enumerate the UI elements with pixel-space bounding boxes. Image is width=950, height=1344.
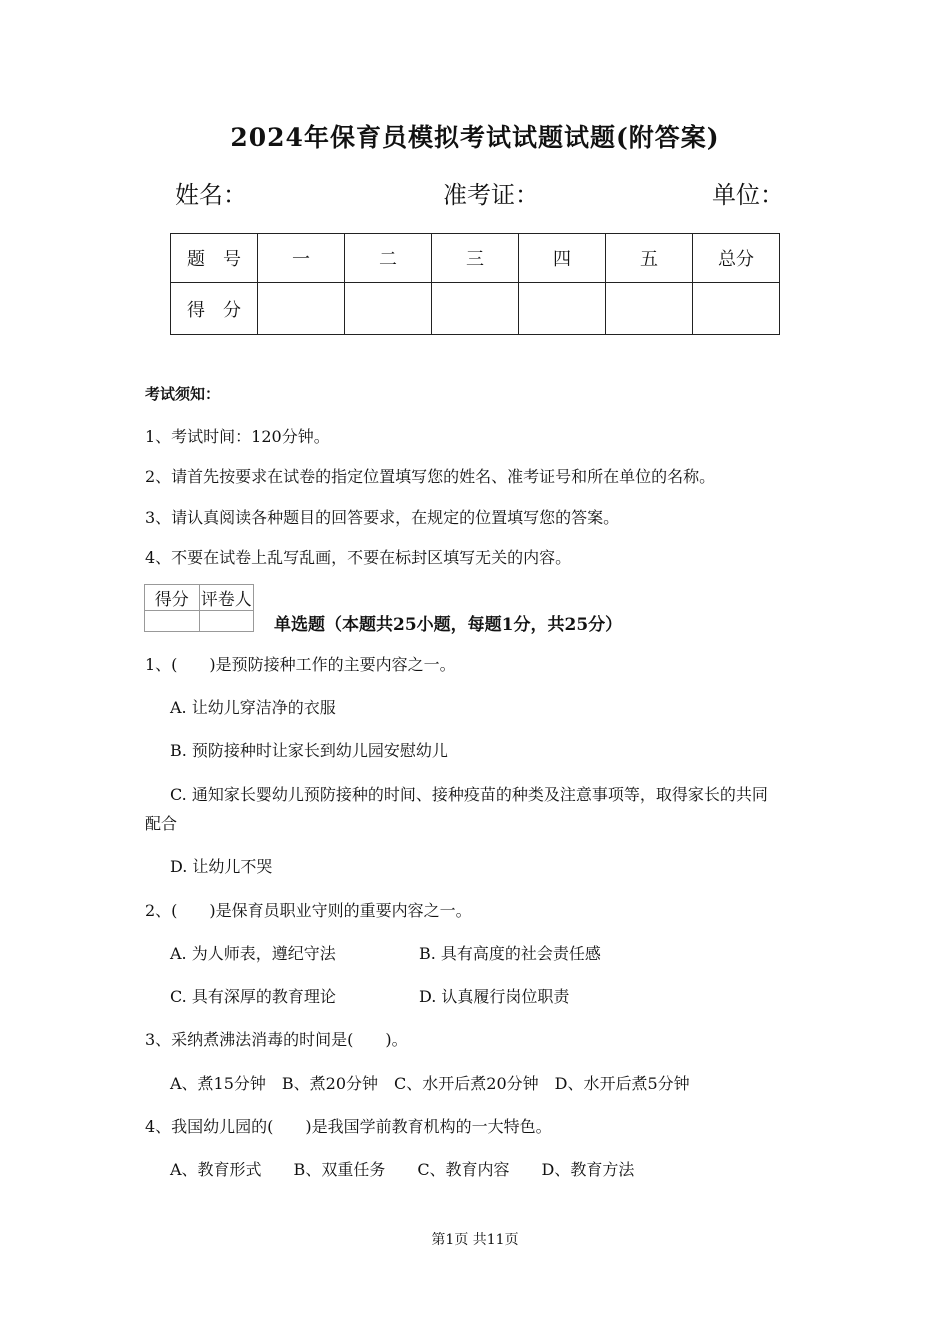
question-2-option-b: B. 具有高度的社会责任感	[419, 944, 601, 963]
score-entry-cell[interactable]	[519, 283, 606, 335]
score-table-score-row	[171, 283, 780, 335]
question-4-options: A、教育形式 B、双重任务 C、教育内容 D、教育方法	[170, 1160, 635, 1179]
score-table	[170, 233, 780, 335]
name-field-label: 姓名：	[175, 181, 247, 209]
score-header-cell: 一	[258, 234, 345, 283]
question-2-option-c: C. 具有深厚的教育理论	[170, 987, 336, 1006]
exam-note-item: 3、请认真阅读各种题目的回答要求，在规定的位置填写您的答案。	[145, 508, 620, 527]
score-header-cell: 五	[606, 234, 693, 283]
question-2-stem: 2、( )是保育员职业守则的重要内容之一。	[145, 901, 472, 920]
exam-note-item: 2、请首先按要求在试卷的指定位置填写您的姓名、准考证号和所在单位的名称。	[145, 467, 716, 486]
grader-name-label: 评卷人	[199, 585, 254, 611]
document-title: 2024年保育员模拟考试试题试题(附答案)	[230, 123, 720, 152]
exam-notes-heading: 考试须知：	[145, 385, 221, 403]
question-1-option-c-continued: 配合	[145, 814, 178, 833]
section-title: 单选题（本题共25小题，每题1分，共25分）	[274, 615, 623, 635]
question-3-options: A、煮15分钟 B、煮20分钟 C、水开后煮20分钟 D、水开后煮5分钟	[170, 1074, 690, 1093]
score-header-cell: 总分	[693, 234, 780, 283]
question-2-option-a: A. 为人师表，遵纪守法	[170, 944, 336, 963]
question-1-option-b: B. 预防接种时让家长到幼儿园安慰幼儿	[170, 741, 448, 760]
grader-score-label: 得分	[145, 585, 200, 611]
question-4-stem: 4、我国幼儿园的( )是我国学前教育机构的一大特色。	[145, 1117, 552, 1136]
question-1-option-c: C. 通知家长婴幼儿预防接种的时间、接种疫苗的种类及注意事项等，取得家长的共同	[170, 785, 768, 804]
page-footer: 第1页 共11页	[431, 1232, 519, 1248]
grader-score-cell[interactable]	[145, 611, 200, 632]
score-row-label: 得 分	[171, 283, 258, 335]
question-1-stem: 1、( )是预防接种工作的主要内容之一。	[145, 655, 456, 674]
grader-box	[144, 584, 254, 632]
question-2-option-d: D. 认真履行岗位职责	[419, 987, 570, 1006]
score-entry-cell[interactable]	[258, 283, 345, 335]
score-header-cell: 四	[519, 234, 606, 283]
score-header-cell: 二	[345, 234, 432, 283]
exam-note-item: 4、不要在试卷上乱写乱画，不要在标封区填写无关的内容。	[145, 548, 572, 567]
score-header-cell: 三	[432, 234, 519, 283]
grader-name-cell[interactable]	[199, 611, 254, 632]
score-entry-cell[interactable]	[432, 283, 519, 335]
score-entry-cell[interactable]	[606, 283, 693, 335]
score-table-header-row	[171, 234, 780, 283]
question-1-option-a: A. 让幼儿穿洁净的衣服	[170, 698, 336, 717]
question-3-stem: 3、采纳煮沸法消毒的时间是( )。	[145, 1030, 408, 1049]
score-header-cell: 题 号	[171, 234, 258, 283]
score-entry-cell[interactable]	[345, 283, 432, 335]
unit-field-label: 单位：	[712, 181, 784, 209]
score-entry-cell[interactable]	[693, 283, 780, 335]
exam-id-field-label: 准考证：	[443, 181, 539, 209]
question-1-option-d: D. 让幼儿不哭	[170, 857, 273, 876]
exam-note-item: 1、考试时间：120分钟。	[145, 427, 330, 446]
